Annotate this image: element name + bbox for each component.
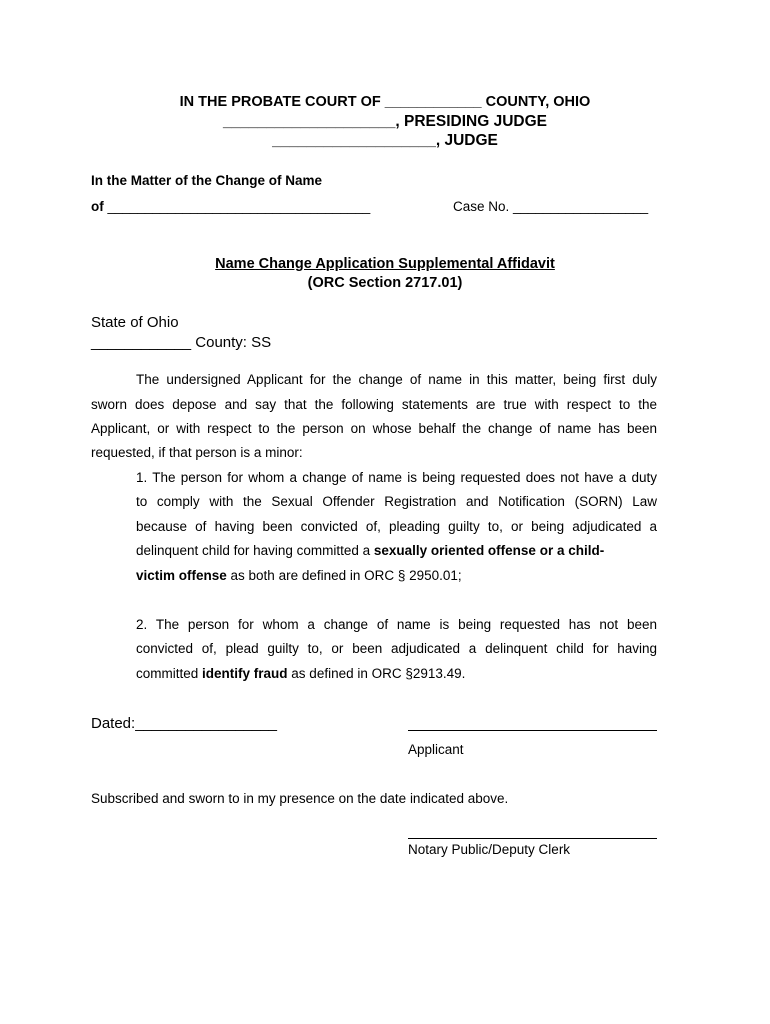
applicant-signature-line	[408, 730, 657, 731]
document-subtitle: (ORC Section 2717.01)	[307, 275, 463, 291]
presiding-judge-line: ____________________, PRESIDING JUDGE	[223, 113, 547, 130]
applicant-label: Applicant	[408, 742, 464, 757]
sworn-statement: Subscribed and sworn to in my presence on the date indicated above.	[91, 791, 509, 806]
matter-label: In the Matter of the Change of Name	[91, 173, 323, 188]
case-number-field: Case No. __________________	[453, 199, 649, 214]
intro-line-3: Applicant, or with respect to the person on whose behalf the change of name has been	[91, 421, 657, 436]
intro-line-2: sworn does depose and say that the following statements are true with respect to the	[91, 397, 657, 412]
item2-line3-post: as defined in ORC §2913.49.	[287, 666, 466, 681]
item1-line-5	[136, 568, 462, 583]
item1-line5-bold: victim offense	[136, 568, 227, 583]
intro-line-4: requested, if that person is a minor:	[91, 445, 303, 460]
item1-line5-text: as both are defined in ORC § 2950.01;	[226, 568, 462, 583]
item2-line3-text: committed	[136, 666, 203, 681]
item2-line-1: 2. The person for whom a change of name is being requested has not been	[136, 617, 657, 632]
item2-line-2: convicted of, plead guilty to, or been adjudicated a delinquent child for having	[136, 641, 657, 656]
dated-field: Dated:_________________	[91, 715, 278, 732]
item2-line3-bold: identify fraud	[202, 666, 288, 681]
notary-label: Notary Public/Deputy Clerk	[408, 842, 571, 857]
matter-of-line: of ___________________________________	[91, 199, 371, 214]
judge-line: ___________________, JUDGE	[272, 132, 498, 149]
item1-line-2: to comply with the Sexual Offender Registration and Notification (SORN) Law	[136, 494, 657, 509]
item1-line4-bold: sexually oriented offense or a child-	[373, 543, 605, 558]
item2-line-3	[136, 666, 465, 681]
venue-state: State of Ohio	[91, 314, 179, 331]
item1-line4-text: delinquent child for having committed a	[136, 543, 374, 558]
item1-line-3: because of having been convicted of, pleading guilty to, or being adjudicated a	[136, 519, 657, 534]
document-title: Name Change Application Supplemental Affidavit	[215, 256, 555, 272]
intro-line-1: The undersigned Applicant for the change of name in this matter, being first duly	[136, 372, 657, 387]
item1-line-1: 1. The person for whom a change of name is being requested does not have a duty	[136, 470, 657, 485]
venue-county: ____________ County: SS	[91, 334, 272, 351]
item1-line-4	[136, 543, 604, 558]
notary-signature-line	[408, 838, 657, 839]
court-header-line1: IN THE PROBATE COURT OF ____________ COUNTY, OHIO	[179, 94, 591, 110]
